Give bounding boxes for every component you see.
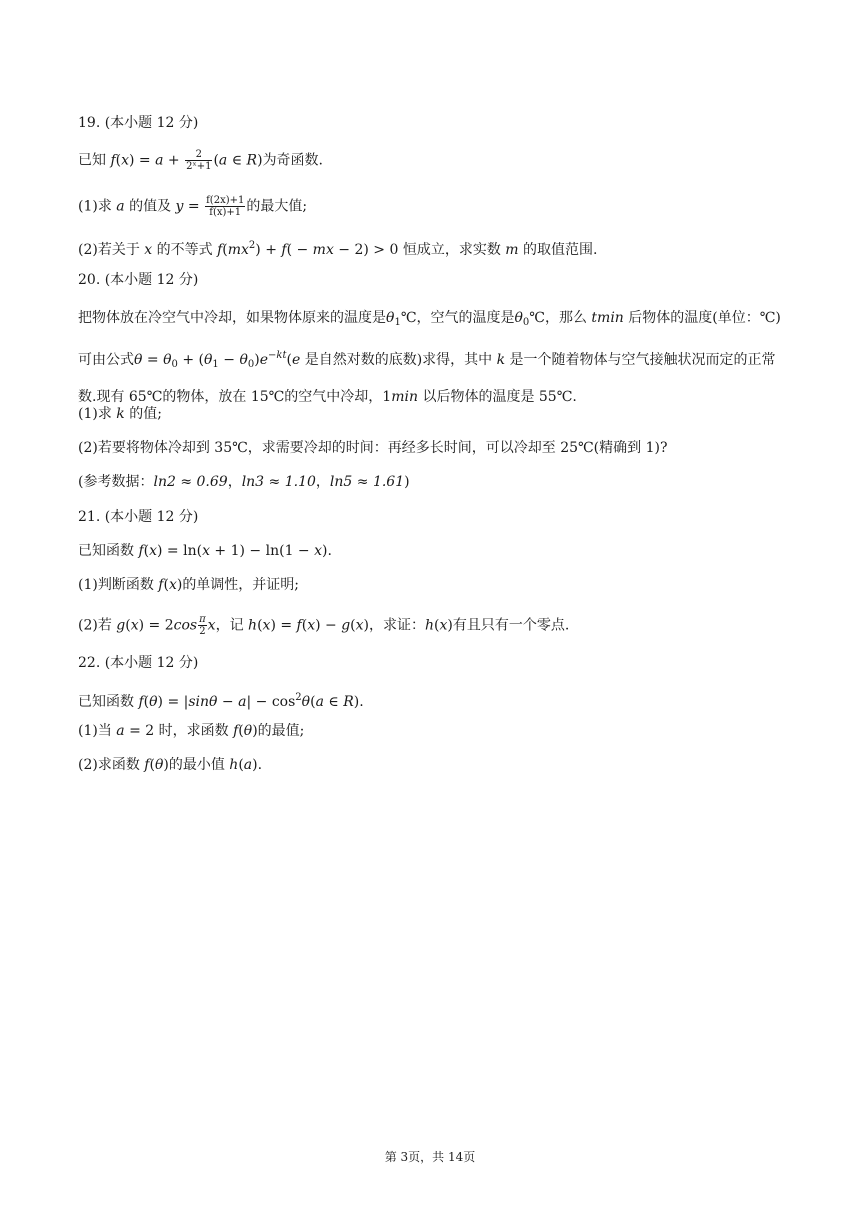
problem-21-header: 21. (本小题 12 分) <box>78 509 199 525</box>
problem-19-question-2: (2)若关于 x 的不等式 $f(mx^2) + f$( − mx − 2) > 0 恒成立，求实数 m 的取值范围. <box>78 240 598 258</box>
problem-20-paragraph: 把物体放在冷空气中冷却，如果物体原来的温度是$\theta_1℃$，空气的温度是$\theta_0℃$，那么 tmin 后物体的温度(单位：℃)可由公式$\theta = \theta_0 + (\theta_1 - \theta_0)e^{-kt}(e$ 是自然对数的底数)求得，其中 k 是一个随着物体与空气接触状况而定的正常数.现有 65℃的物体，放在 15℃的空气中冷却，1min 以后物体的温度是 55℃. <box>78 310 781 405</box>
problem-21-question-2: (2)若 g(x) = 2cos $\frac{\pi}{2}$ x，记 h(x) = f(x) − g(x)，求证：h(x)有且只有一个零点. <box>78 614 570 637</box>
problem-19-question-1: (1)求 a 的值及 y = $\frac{f(2x)+1}{f(x)+1}$ 的最大值; <box>78 195 308 218</box>
problem-20-question-2: (2)若要将物体冷却到 35℃，求需要冷却的时间：再经多长时间，可以冷却至 25℃(精确到 1)? <box>78 440 668 456</box>
fraction-2-over-2x-plus-1: $\frac{2}{\text{2ˣ+1}}$ <box>186 149 212 172</box>
fraction-pi-over-2: $\frac{\pi}{2}$ <box>199 614 206 637</box>
problem-21-question-1: (1)判断函数 f(x)的单调性，并证明; <box>78 577 300 593</box>
problem-21-statement: 已知函数 f(x) = ln(x + 1) − ln(1 − x). <box>78 543 332 559</box>
problem-20-reference-data: (参考数据：ln2 ≈ 0.69，ln3 ≈ 1.10，ln5 ≈ 1.61) <box>78 474 410 490</box>
problem-22-header: 22. (本小题 12 分) <box>78 655 199 671</box>
fraction-f2x-over-fx: $\frac{f(2x)+1}{f(x)+1}$ <box>206 195 245 218</box>
problem-20-header: 20. (本小题 12 分) <box>78 272 199 288</box>
problem-19-header: 19. (本小题 12 分) <box>78 115 199 131</box>
problem-20-question-1: (1)求 k 的值; <box>78 406 162 422</box>
problem-22-question-2: (2)求函数 f(θ)的最小值 h(a). <box>78 757 263 773</box>
problem-19-statement: 已知 f(x) = a + $\frac{2}{\text{2ˣ+1}}$ (a ∈ R)为奇函数. <box>78 149 324 172</box>
problem-22-question-1: (1)当 a = 2 时，求函数 f(θ)的最值; <box>78 723 305 739</box>
problem-22-statement: 已知函数 $f(\theta) = |\sin\theta - a| - \cos^2\theta(a$ ∈ R). <box>78 692 364 710</box>
page-footer: 第 3页，共 14页 <box>384 1150 476 1164</box>
